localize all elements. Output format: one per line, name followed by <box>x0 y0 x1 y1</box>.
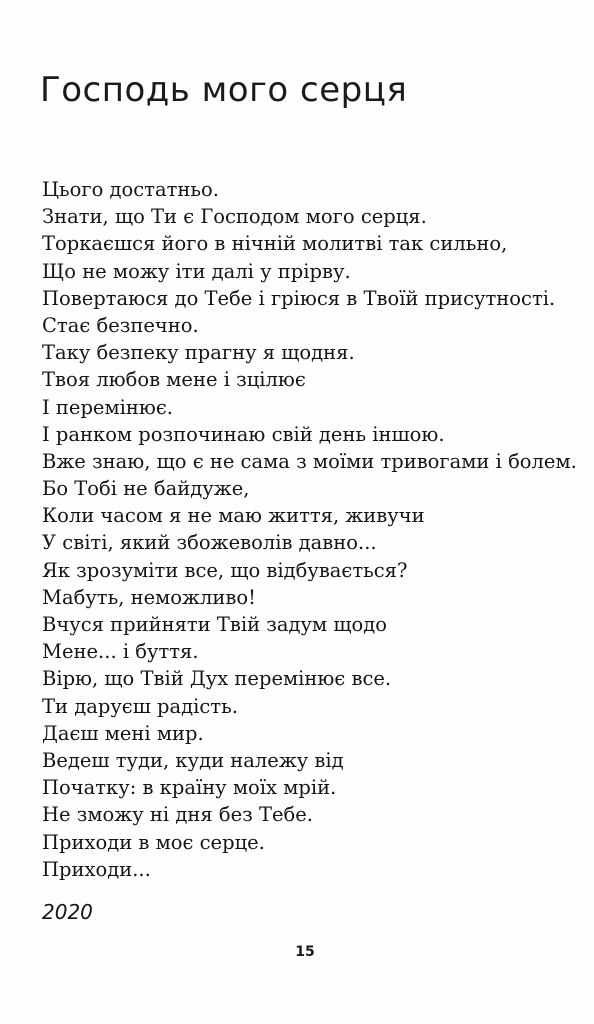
poem-line: Як зрозуміти все, що відбувається? <box>42 558 408 582</box>
poem-line: Таку безпеку прагну я щодня. <box>42 341 355 365</box>
poem-line: Твоя любов мене і зцілює <box>42 368 306 392</box>
poem-line: Стає безпечно. <box>42 313 199 337</box>
poem-line: Мабуть, неможливо! <box>42 585 256 609</box>
poem-body <box>42 176 577 883</box>
poem-line: Мене... і буття. <box>42 640 199 664</box>
poem-line: Даєш мені мир. <box>42 721 204 745</box>
poem-line: Вчуся прийняти Твій задум щодо <box>42 613 388 636</box>
poem-line: Приходи... <box>42 857 151 881</box>
poem-line: Коли часом я не маю життя, живучи <box>42 504 425 528</box>
poem-line: Цього достатньо. <box>42 178 219 201</box>
poem-line: Вірю, що Твій Дух перемінює все. <box>42 667 392 691</box>
poem-line: Знати, що Ти є Господом мого серця. <box>42 205 427 229</box>
poem-line: Вже знаю, що є не сама з моїми тривогами і болем. <box>42 449 577 473</box>
poem-line: Що не можу іти далі у прірву. <box>42 259 351 283</box>
poem-line: І ранком розпочинаю свій день іншою. <box>42 422 445 446</box>
poem-line: І перемінює. <box>42 395 173 419</box>
poem-line: Ти даруєш радість. <box>42 694 238 718</box>
poem-line: У світі, який збожеволів давно... <box>42 531 377 555</box>
page-number: 15 <box>295 944 315 960</box>
poem-line: Приходи в моє серце. <box>42 830 265 854</box>
poem-line: Не зможу ні дня без Тебе. <box>42 803 313 827</box>
poem-line: Ведеш туди, куди належу від <box>42 748 344 772</box>
poem-line: Бо Тобі не байдуже, <box>42 477 250 501</box>
poem-line: Початку: в країну моїх мрій. <box>42 776 337 800</box>
poem-title: Господь мого серця <box>40 70 408 110</box>
poem-line: Торкаєшся його в нічній молитві так сильно, <box>42 232 508 256</box>
poem-year: 2020 <box>42 900 93 924</box>
poem-line: Повертаюся до Тебе і гріюся в Твоїй присутності. <box>42 286 556 310</box>
